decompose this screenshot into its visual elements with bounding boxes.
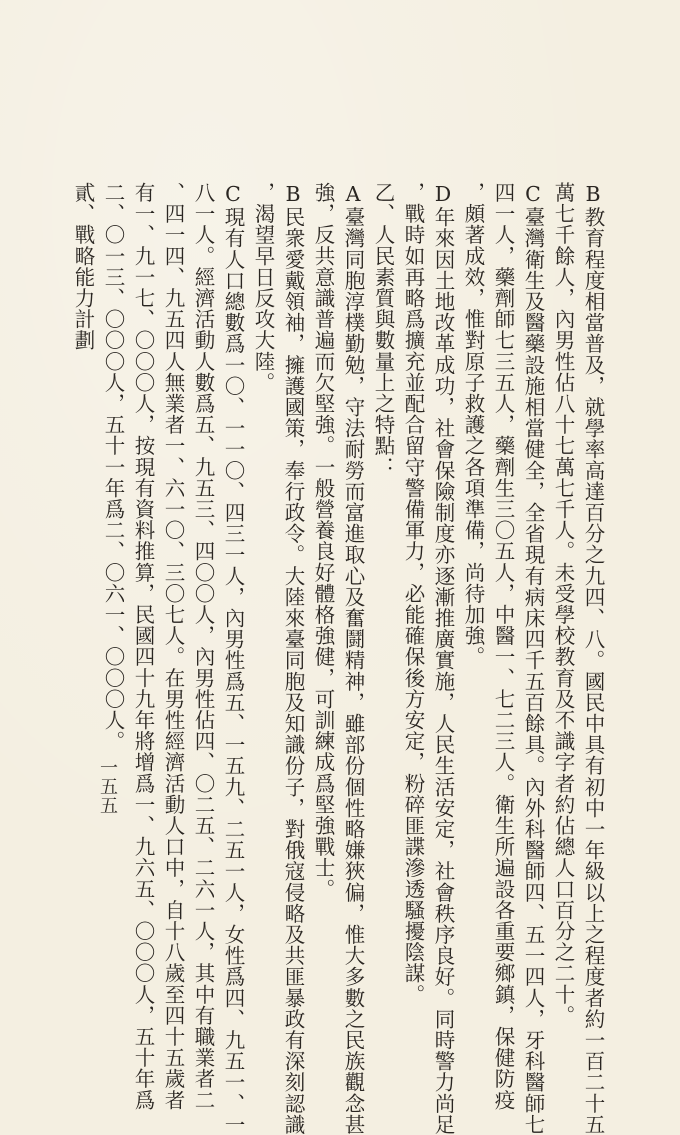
text-column: B民衆愛戴領袖，擁護國策，奉行政令。大陸來臺同胞及知識份子，對俄寇侵略及共匪暴政有深刻認識 (281, 182, 305, 1135)
vertical-text-body (56, 182, 608, 1135)
text-column: 強，反共意識普遍而欠堅強。一般營養良好體格強健，可訓練成爲堅強戰士。 (311, 182, 335, 900)
text-column: ，渴望早日反攻大陸。 (251, 182, 275, 393)
text-column: ，頗著成效，惟對原子救護之各項準備，尚待加強。 (461, 182, 485, 668)
text-column: 二、〇一三、〇〇〇人，五十一年爲二、〇六一、〇〇〇人。 (101, 182, 125, 752)
text-column: C現有人口總數爲一〇、一一〇、四三一人，內男性爲五、一五九、二五一人，女性爲四、九五一、一 (221, 182, 245, 1135)
text-column: D年來因土地改革成功，社會保險制度亦逐漸推廣實施，人民生活安定，社會秩序良好。同時警力尚足 (431, 182, 455, 1135)
text-column: 八一人。經濟活動人數爲五、九五三、四〇〇人，內男性佔四、〇二五、二六一人，其中有職業者二 (191, 182, 215, 1111)
text-column: C臺灣衛生及醫藥設施相當健全，全省現有病床四千五百餘具。內外科醫師四、五一四人，牙科醫師七 (521, 182, 545, 1135)
text-column: 、四一四、九五四人無業者一、六一〇、三〇七人。在男性經濟活動人口中，自十八歲至四十五歲者 (161, 182, 185, 1111)
chapter-heading: 貳、戰略能力計劃 (71, 182, 95, 351)
text-column: 萬七千餘人，內男性佔八十七萬七千人。未受學校教育及不識字者約佔總人口百分之二十。 (551, 182, 575, 1026)
text-column: B教育程度相當普及，就學率高達百分之九四、八。國民中具有初中一年級以上之程度者約一百二十五 (581, 182, 605, 1135)
text-column: A臺灣同胞淳樸勤勉，守法耐勞而富進取心及奮鬪精神，雖部份個性略嫌狹偏，惟大多數之民族觀念甚 (341, 182, 365, 1135)
page-number: 一五五 (97, 758, 118, 815)
text-column: 有一、九一七、〇〇〇人，按現有資料推算，民國四十九年將增爲一、九六五、〇〇〇人，五十年爲 (131, 182, 155, 1111)
section-heading: 乙、人民素質與數量上之特點： (371, 182, 395, 478)
text-column: ，戰時如再略爲擴充並配合留守警備軍力，必能確保後方安定，粉碎匪諜滲透騷擾陰謀。 (401, 182, 425, 1005)
text-column: 四一人，藥劑師七三五人，藥劑生三〇五人，中醫一、七二三人。衛生所遍設各重要鄉鎮，保健防疫 (491, 182, 515, 1111)
